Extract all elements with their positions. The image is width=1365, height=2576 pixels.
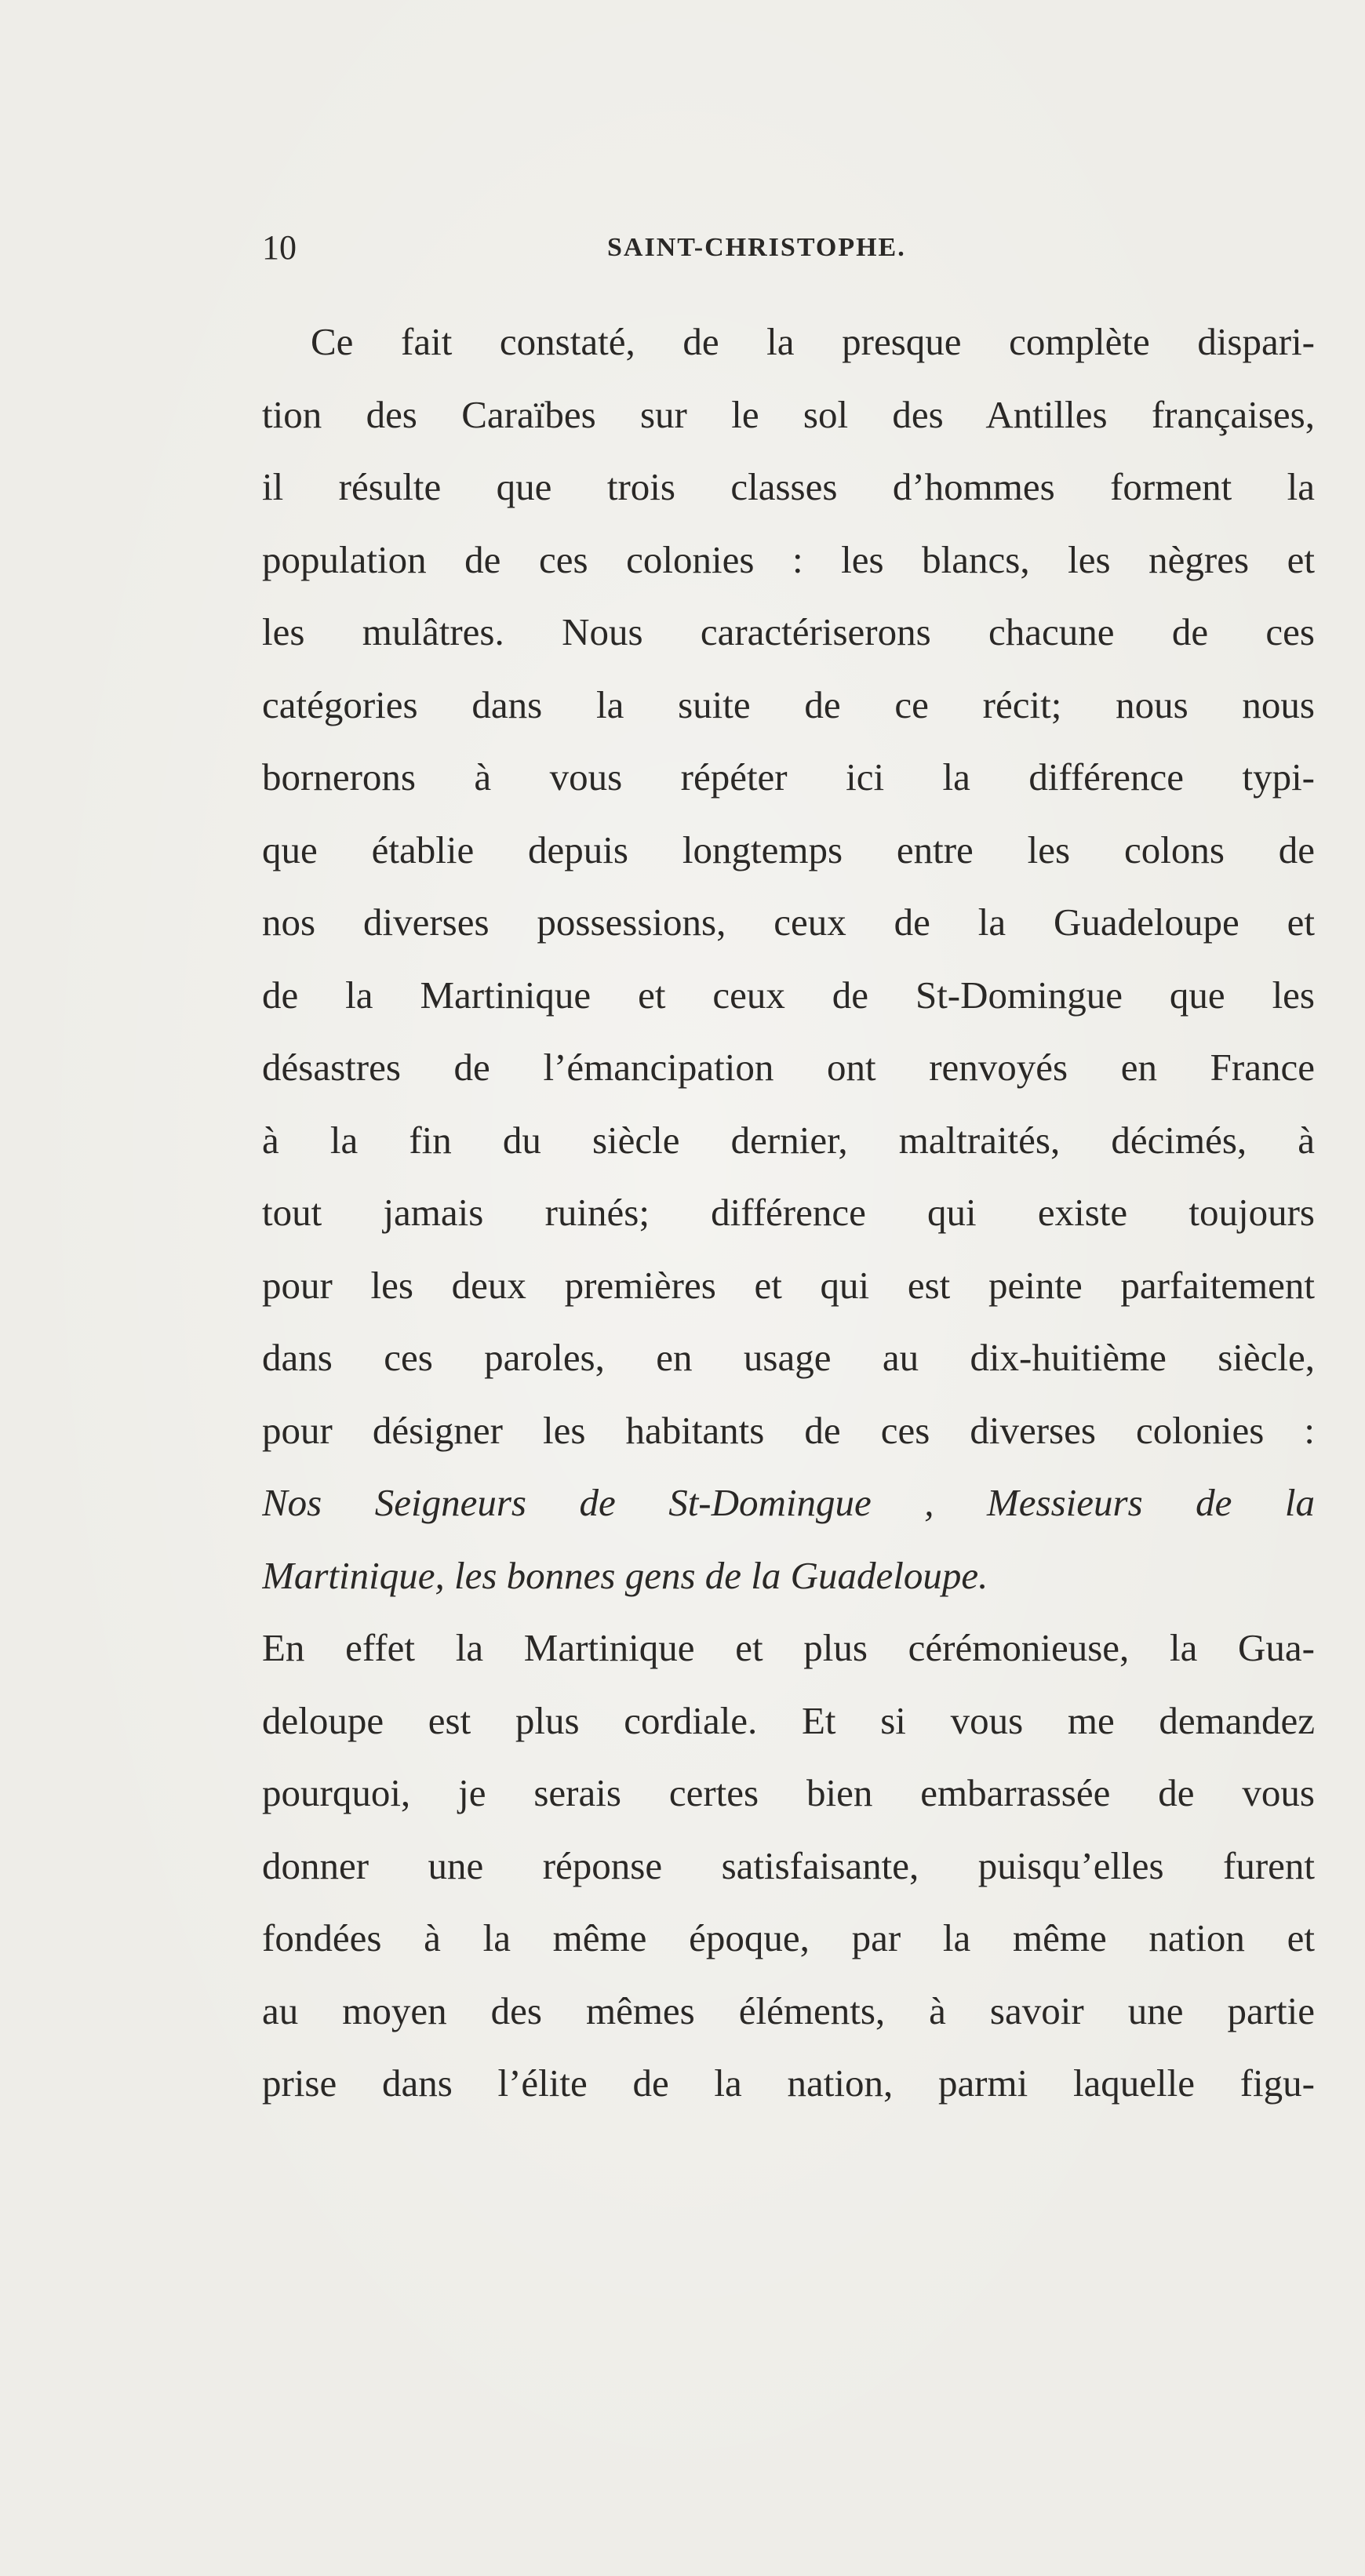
text-line: dans ces paroles, en usage au dix-huitième siècle, xyxy=(262,1336,1315,1379)
text-line: pour désigner les habitants de ces diverses colonies : xyxy=(262,1408,1315,1452)
text-line: nos diverses possessions, ceux de la Guadeloupe et xyxy=(262,901,1315,944)
text-line: pourquoi, je serais certes bien embarrassée de vous xyxy=(262,1771,1315,1814)
text-line: prise dans l’élite de la nation, parmi laquelle figu- xyxy=(262,2061,1315,2105)
text-line: catégories dans la suite de ce récit; nous nous xyxy=(262,682,1315,726)
text-line: donner une réponse satisfaisante, puisqu’elles furent xyxy=(262,1843,1315,1887)
text-line: tion des Caraïbes sur le sol des Antilles françaises, xyxy=(262,392,1315,436)
text-line: pour les deux premières et qui est peinte parfaitement xyxy=(262,1263,1315,1307)
running-head xyxy=(262,226,1329,270)
text-line: Ce fait constaté, de la presque complète dispari- xyxy=(311,320,1315,363)
text-line: à la fin du siècle dernier, maltraités, décimés, à xyxy=(262,1118,1315,1162)
text-line: que établie depuis longtemps entre les colons de xyxy=(262,828,1315,871)
text-line: En effet la Martinique et plus cérémonieuse, la Gua- xyxy=(262,1626,1315,1669)
body-text xyxy=(262,306,1315,2120)
text-line: bornerons à vous répéter ici la différence typi- xyxy=(262,755,1315,799)
text-line: deloupe est plus cordiale. Et si vous me demandez xyxy=(262,1698,1315,1742)
text-line: fondées à la même époque, par la même nation et xyxy=(262,1916,1315,1959)
text-line: il résulte que trois classes d’hommes forment la xyxy=(262,465,1315,508)
text-line: les mulâtres. Nous caractériserons chacune de ces xyxy=(262,610,1315,653)
text-line: tout jamais ruinés; différence qui existe toujours xyxy=(262,1191,1315,1234)
text-line-italic: Nos Seigneurs de St-Domingue , Messieurs de la xyxy=(262,1481,1315,1524)
text-line: de la Martinique et ceux de St-Domingue que les xyxy=(262,973,1315,1017)
text-line-italic: Martinique, les bonnes gens de la Guadeloupe. xyxy=(262,1553,988,1597)
text-line: désastres de l’émancipation ont renvoyés en France xyxy=(262,1046,1315,1089)
page-number: 10 xyxy=(262,228,297,267)
running-title: SAINT-CHRISTOPHE. xyxy=(607,233,906,262)
text-line: au moyen des mêmes éléments, à savoir une partie xyxy=(262,1988,1315,2032)
text-line: population de ces colonies : les blancs, les nègres et xyxy=(262,537,1315,581)
